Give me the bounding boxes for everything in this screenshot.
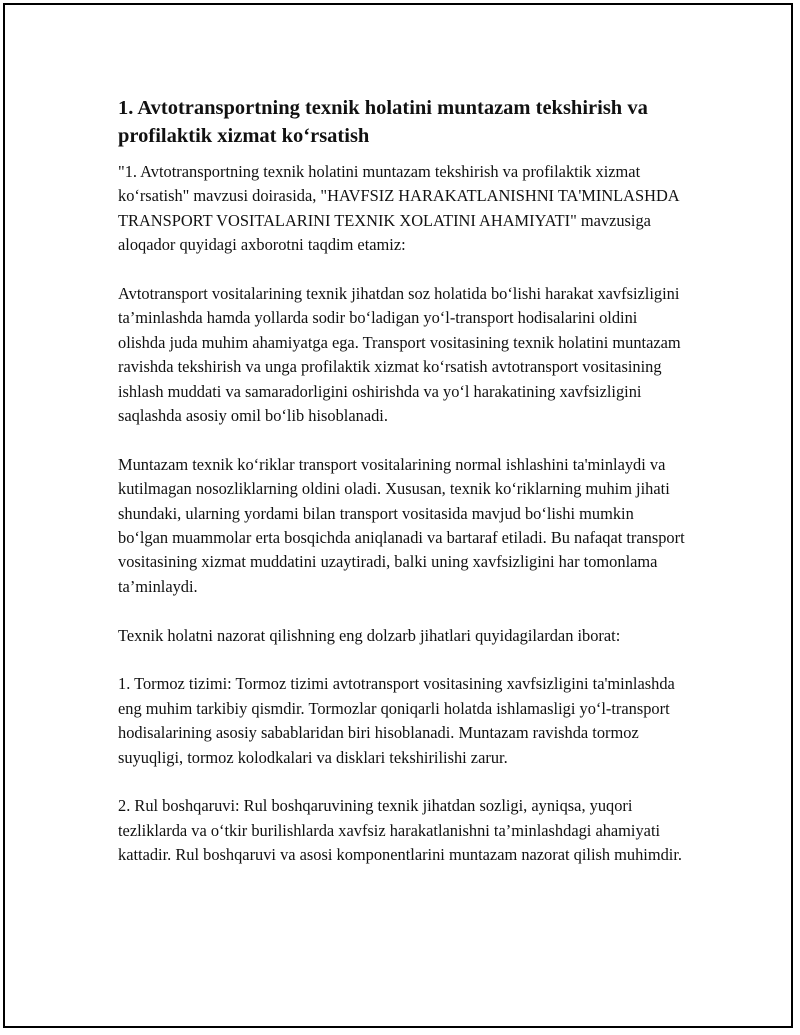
paragraph-regular-inspections: Muntazam texnik ko‘riklar transport vositalarining normal ishlashini ta'minlaydi va kutilmagan nosozliklarning oldini oladi. Xususan, texnik ko‘riklarning muhim jihati shundaki, ularning yordami bilan transport vositasida mavjud bo‘lishi mumkin bo‘lgan muammolar erta bosqichda aniqlanadi va bartaraf etiladi. Bu nafaqat transport vositasining xizmat muddatini uzaytiradi, balki uning xavfsizligini har tomonlama ta’minlaydi. (118, 454, 685, 596)
document-body (118, 94, 686, 868)
paragraph-technical-condition: Avtotransport vositalarining texnik jihatdan soz holatida bo‘lishi harakat xavfsizligini ta’minlashda hamda yollarda sodir bo‘ladigan yo‘l-transport hodisalarini oldini olishda juda muhim ahamiyatga ega. Transport vositasining texnik holatini muntazam ravishda tekshirish va unga profilaktik xizmat ko‘rsatish avtotransport vositasining ishlash muddati va samaradorligini oshirishda va yo‘l harakatining xavfsizligini saqlashda asosiy omil bo‘lib hisoblanadi. (118, 284, 681, 426)
document-heading: 1. Avtotransportning texnik holatini muntazam tekshirish va profilaktik xizmat ko‘rsatish (118, 97, 648, 147)
paragraph-key-aspects: Texnik holatni nazorat qilishning eng dolzarb jihatlari quyidagilardan iborat: (118, 625, 621, 645)
paragraph-brake-system: 1. Tormoz tizimi: Tormoz tizimi avtotransport vositasining xavfsizligini ta'minlashda eng muhim tarkibiy qismdir. Tormozlar qoniqarli holatda ishlamasligi yo‘l-transport hodisalarining asosiy sabablaridan biri hisoblanadi. Muntazam ravishda tormoz suyuqligi, tormoz kolodkalari va disklari tekshirilishi zarur. (118, 674, 675, 767)
paragraph-steering: 2. Rul boshqaruvi: Rul boshqaruvining texnik jihatdan sozligi, ayniqsa, yuqori tezliklarda va o‘tkir burilishlarda xavfsiz harakatlanishni ta’minlashdagi ahamiyati kattadir. Rul boshqaruvi va asosi komponentlarini muntazam nazorat qilish muhimdir. (118, 796, 683, 865)
paragraph-intro: "1. Avtotransportning texnik holatini muntazam tekshirish va profilaktik xizmat ko‘rsatish" mavzusi doirasida, "HAVFSIZ HARAKATLANISHNI TA'MINLASHDA TRANSPORT VOSITALARINI TEXNIK XOLATINI AHAMIYATI" mavzusiga aloqador quyidagi axborotni taqdim etamiz: (118, 162, 679, 255)
